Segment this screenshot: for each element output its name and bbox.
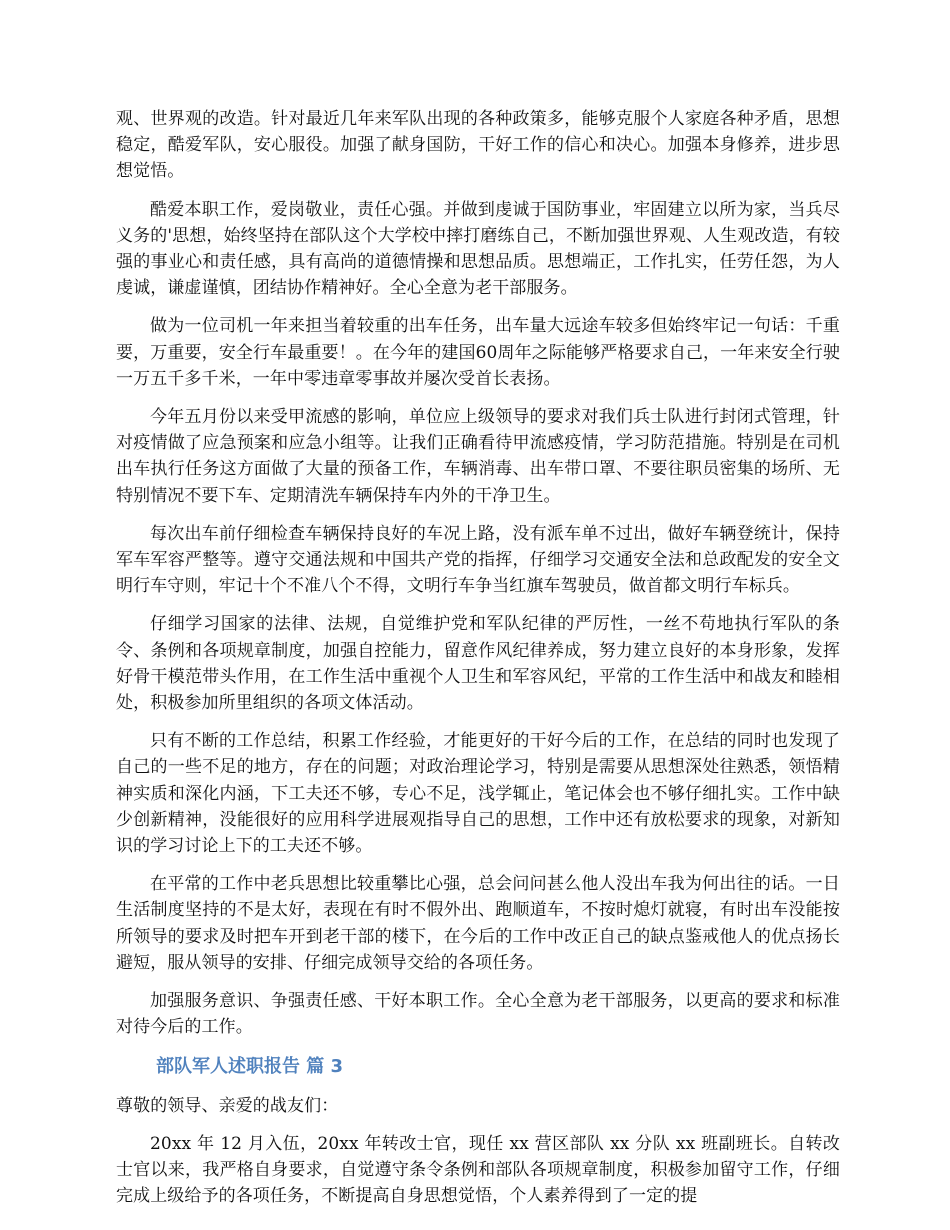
salutation: 尊敬的领导、亲爱的战友们： bbox=[116, 1095, 339, 1116]
body-paragraph: 观、世界观的改造。针对最近几年来军队出现的各种政策多，能够克服个人家庭各种矛盾，思想稳定，酷爱军队，安心服役。加强了献身国防，干好工作的信心和决心。加强本身修养，进步思想觉悟。 bbox=[116, 109, 840, 182]
body-paragraph: 20xx 年 12 月入伍，20xx 年转改士官，现任 xx 营区部队 xx 分队 xx 班副班长。自转改士官以来，我严格自身要求，自觉遵守条令条例和部队各项规章制度，积极参加留守工作，仔细完成上级给予的各项任务，不断提高自身思想觉悟，个人素养得到了一定的提 bbox=[116, 1133, 840, 1207]
document-page bbox=[116, 106, 840, 1221]
body-paragraph: 酷爱本职工作，爱岗敬业，责任心强。并做到虔诚于国防事业，牢固建立以所为家，当兵尽义务的'思想，始终坚持在部队这个大学校中摔打磨练自己，不断加强世界观、人生观改造，有较强的事业心和责任感，具有高尚的道德情操和思想品质。思想端正，工作扎实，任劳任怨，为人虔诚，谦虚谨慎，团结协作精神好。全心全意为老干部服务。 bbox=[116, 199, 840, 299]
body-paragraph: 仔细学习国家的法律、法规，自觉维护党和军队纪律的严厉性，一丝不苟地执行军队的条令、条例和各项规章制度，加强自控能力，留意作风纪律养成，努力建立良好的本身形象，发挥好骨干模范带头作用，在工作生活中重视个人卫生和军容风纪，平常的工作生活中和战友和睦相处，积极参加所里组织的各项文体活动。 bbox=[116, 614, 840, 714]
body-paragraph: 加强服务意识、争强责任感、干好本职工作。全心全意为老干部服务，以更高的要求和标准对待今后的工作。 bbox=[116, 991, 840, 1038]
body-paragraph: 今年五月份以来受甲流感的影响，单位应上级领导的要求对我们兵士队进行封闭式管理，针对疫情做了应急预案和应急小组等。让我们正确看待甲流感疫情，学习防范措施。特别是在司机出车执行任务这方面做了大量的预备工作，车辆消毒、出车带口罩、不要往职员密集的场所、无特别情况不要下车、定期清洗车辆保持车内外的干净卫生。 bbox=[116, 407, 840, 506]
body-paragraph: 在平常的工作中老兵思想比较重攀比心强，总会问问甚么他人没出车我为何出往的话。一日生活制度坚持的不是太好，表现在有时不假外出、跑顺道车，不按时熄灯就寝，有时出车没能按所领导的要求及时把车开到老干部的楼下，在今后的工作中改正自己的缺点鉴戒他人的优点扬长避短，服从领导的安排、仔细完成领导交给的各项任务。 bbox=[116, 874, 840, 973]
body-paragraph: 做为一位司机一年来担当着较重的出车任务，出车量大远途车较多但始终牢记一句话：千重要，万重要，安全行车最重要！。在今年的建国60周年之际能够严格要求自己，一年来安全行驶一万五千多千米，一年中零违章零事故并屡次受首长表扬。 bbox=[116, 316, 840, 389]
section-heading: 部队军人述职报告 篇 3 bbox=[156, 1055, 344, 1077]
body-paragraph: 每次出车前仔细检查车辆保持良好的车况上路，没有派车单不过出，做好车辆登统计，保持军车军容严整等。遵守交通法规和中国共产党的指挥，仔细学习交通安全法和总政配发的安全文明行车守则，牢记十个不准八个不得，文明行车争当红旗车驾驶员，做首都文明行车标兵。 bbox=[116, 523, 840, 597]
body-paragraph: 只有不断的工作总结，积累工作经验，才能更好的干好今后的工作，在总结的同时也发现了自己的一些不足的地方，存在的问题；对政治理论学习，特别是需要从思想深处往熟悉，领悟精神实质和深化内涵，下工夫还不够，专心不足，浅学辄止，笔记体会也不够仔细扎实。工作中缺少创新精神，没能很好的应用科学进展观指导自己的思想，工作中还有放松要求的现象，对新知识的学习讨论上下的工夫还不够。 bbox=[116, 731, 840, 857]
